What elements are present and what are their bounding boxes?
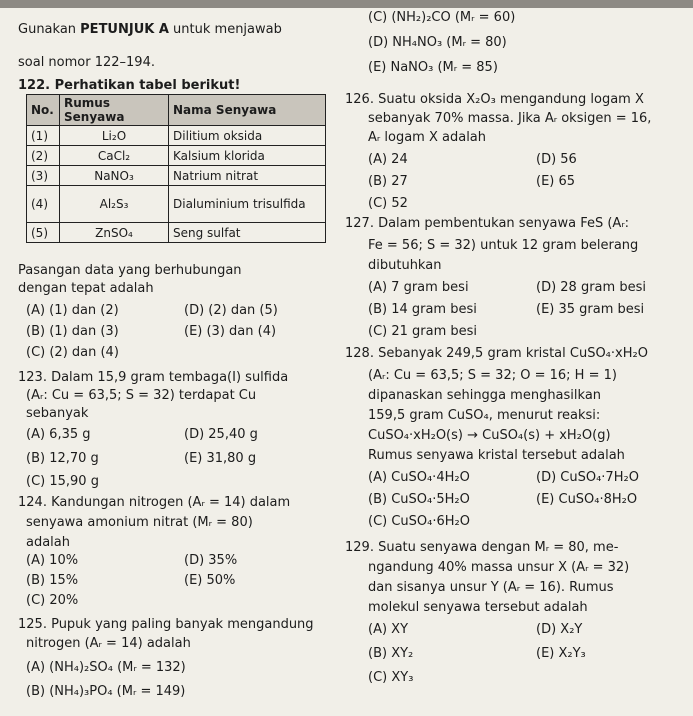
q127-option-c[interactable]: (C) 21 gram besi — [368, 324, 478, 339]
q124-stem-1: 124. Kandungan nitrogen (Aᵣ = 14) dalam — [18, 495, 291, 510]
q124-stem-2: senyawa amonium nitrat (Mᵣ = 80) — [26, 515, 253, 530]
q122-option-a[interactable]: (A) (1) dan (2) — [26, 303, 119, 318]
q128-stem-1: 128. Sebanyak 249,5 gram kristal CuSO₄·xH₂O — [345, 346, 648, 361]
q129-stem-2: ngandung 40% massa unsur X (Aᵣ = 32) — [368, 560, 630, 575]
q127-option-e[interactable]: (E) 35 gram besi — [536, 302, 645, 317]
q128-stem-3: dipanaskan sehingga menghasilkan — [368, 388, 602, 403]
q123-option-e[interactable]: (E) 31,80 g — [184, 451, 257, 466]
q126-option-e[interactable]: (E) 65 — [536, 174, 576, 189]
q129-stem-4: molekul senyawa tersebut adalah — [368, 600, 588, 615]
q122-option-b[interactable]: (B) (1) dan (3) — [26, 324, 119, 339]
q125-stem-1: 125. Pupuk yang paling banyak mengandung — [18, 617, 314, 632]
q126-stem-3: Aᵣ logam X adalah — [368, 130, 487, 145]
q128-stem-2: (Aᵣ: Cu = 63,5; S = 32; O = 16; H = 1) — [368, 368, 617, 383]
q128-option-c[interactable]: (C) CuSO₄·6H₂O — [368, 514, 470, 529]
instruction-line-2: soal nomor 122–194. — [18, 55, 155, 70]
q126-option-c[interactable]: (C) 52 — [368, 196, 408, 211]
q123-option-b[interactable]: (B) 12,70 g — [26, 451, 99, 466]
page-top-edge — [0, 0, 693, 8]
q125-option-e[interactable]: (E) NaNO₃ (Mᵣ = 85) — [368, 60, 498, 75]
q127-stem-1: 127. Dalam pembentukan senyawa FeS (Aᵣ: — [345, 216, 630, 231]
q128-stem-4: 159,5 gram CuSO₄, menurut reaksi: — [368, 408, 601, 423]
q127-stem-2: Fe = 56; S = 32) untuk 12 gram belerang — [368, 238, 639, 253]
q123-option-c[interactable]: (C) 15,90 g — [26, 474, 99, 489]
q129-stem-3: dan sisanya unsur Y (Aᵣ = 16). Rumus — [368, 580, 614, 595]
q128-option-d[interactable]: (D) CuSO₄·7H₂O — [536, 470, 639, 485]
table-row: (1) Li₂O Dilitium oksida — [27, 126, 326, 146]
q126-option-b[interactable]: (B) 27 — [368, 174, 408, 189]
compound-table — [26, 94, 326, 243]
q123-stem-1: 123. Dalam 15,9 gram tembaga(I) sulfida — [18, 370, 289, 385]
q126-stem-1: 126. Suatu oksida X₂O₃ mengandung logam X — [345, 92, 644, 107]
q122-stem-2: dengan tepat adalah — [18, 281, 154, 296]
q123-option-a[interactable]: (A) 6,35 g — [26, 427, 91, 442]
q123-stem-3: sebanyak — [26, 406, 89, 421]
q124-option-c[interactable]: (C) 20% — [26, 593, 79, 608]
table-row: (5) ZnSO₄ Seng sulfat — [27, 223, 326, 243]
q129-option-e[interactable]: (E) X₂Y₃ — [536, 646, 586, 661]
q128-reaction: CuSO₄·xH₂O(s) → CuSO₄(s) + xH₂O(g) — [368, 428, 611, 443]
q128-option-b[interactable]: (B) CuSO₄·5H₂O — [368, 492, 470, 507]
q123-option-d[interactable]: (D) 25,40 g — [184, 427, 258, 442]
q122-stem-1: Pasangan data yang berhubungan — [18, 263, 242, 278]
q126-option-d[interactable]: (D) 56 — [536, 152, 577, 167]
q125-stem-2: nitrogen (Aᵣ = 14) adalah — [26, 636, 191, 651]
q127-stem-3: dibutuhkan — [368, 258, 442, 273]
q125-option-c[interactable]: (C) (NH₂)₂CO (Mᵣ = 60) — [368, 10, 516, 25]
table-row: (2) CaCl₂ Kalsium klorida — [27, 146, 326, 166]
q122-option-e[interactable]: (E) (3) dan (4) — [184, 324, 277, 339]
q126-stem-2: sebanyak 70% massa. Jika Aᵣ oksigen = 16, — [368, 111, 652, 126]
q129-option-c[interactable]: (C) XY₃ — [368, 670, 414, 685]
q125-option-d[interactable]: (D) NH₄NO₃ (Mᵣ = 80) — [368, 35, 507, 50]
table-row: (4) Al₂S₃ Dialuminium trisulfida — [27, 186, 326, 223]
q124-option-e[interactable]: (E) 50% — [184, 573, 236, 588]
table-row: (3) NaNO₃ Natrium nitrat — [27, 166, 326, 186]
q124-option-b[interactable]: (B) 15% — [26, 573, 79, 588]
q127-option-d[interactable]: (D) 28 gram besi — [536, 280, 646, 295]
instruction-line-1: Gunakan PETUNJUK A untuk menjawab — [18, 22, 282, 37]
q129-stem-1: 129. Suatu senyawa dengan Mᵣ = 80, me- — [345, 540, 619, 555]
q127-option-a[interactable]: (A) 7 gram besi — [368, 280, 469, 295]
q126-option-a[interactable]: (A) 24 — [368, 152, 408, 167]
q128-option-a[interactable]: (A) CuSO₄·4H₂O — [368, 470, 470, 485]
q127-option-b[interactable]: (B) 14 gram besi — [368, 302, 477, 317]
q124-option-d[interactable]: (D) 35% — [184, 553, 238, 568]
q128-stem-6: Rumus senyawa kristal tersebut adalah — [368, 448, 625, 463]
q122-option-d[interactable]: (D) (2) dan (5) — [184, 303, 278, 318]
q125-option-b[interactable]: (B) (NH₄)₃PO₄ (Mᵣ = 149) — [26, 684, 186, 699]
q129-option-a[interactable]: (A) XY — [368, 622, 409, 637]
q122-option-c[interactable]: (C) (2) dan (4) — [26, 345, 119, 360]
q122-title: 122. Perhatikan tabel berikut! — [18, 78, 241, 93]
q124-option-a[interactable]: (A) 10% — [26, 553, 79, 568]
q129-option-d[interactable]: (D) X₂Y — [536, 622, 583, 637]
table-header: No. Rumus Senyawa Nama Senyawa — [27, 95, 326, 126]
q125-option-a[interactable]: (A) (NH₄)₂SO₄ (Mᵣ = 132) — [26, 660, 186, 675]
q128-option-e[interactable]: (E) CuSO₄·8H₂O — [536, 492, 638, 507]
q129-option-b[interactable]: (B) XY₂ — [368, 646, 414, 661]
q123-stem-2: (Aᵣ: Cu = 63,5; S = 32) terdapat Cu — [26, 388, 257, 403]
q124-stem-3: adalah — [26, 535, 71, 550]
